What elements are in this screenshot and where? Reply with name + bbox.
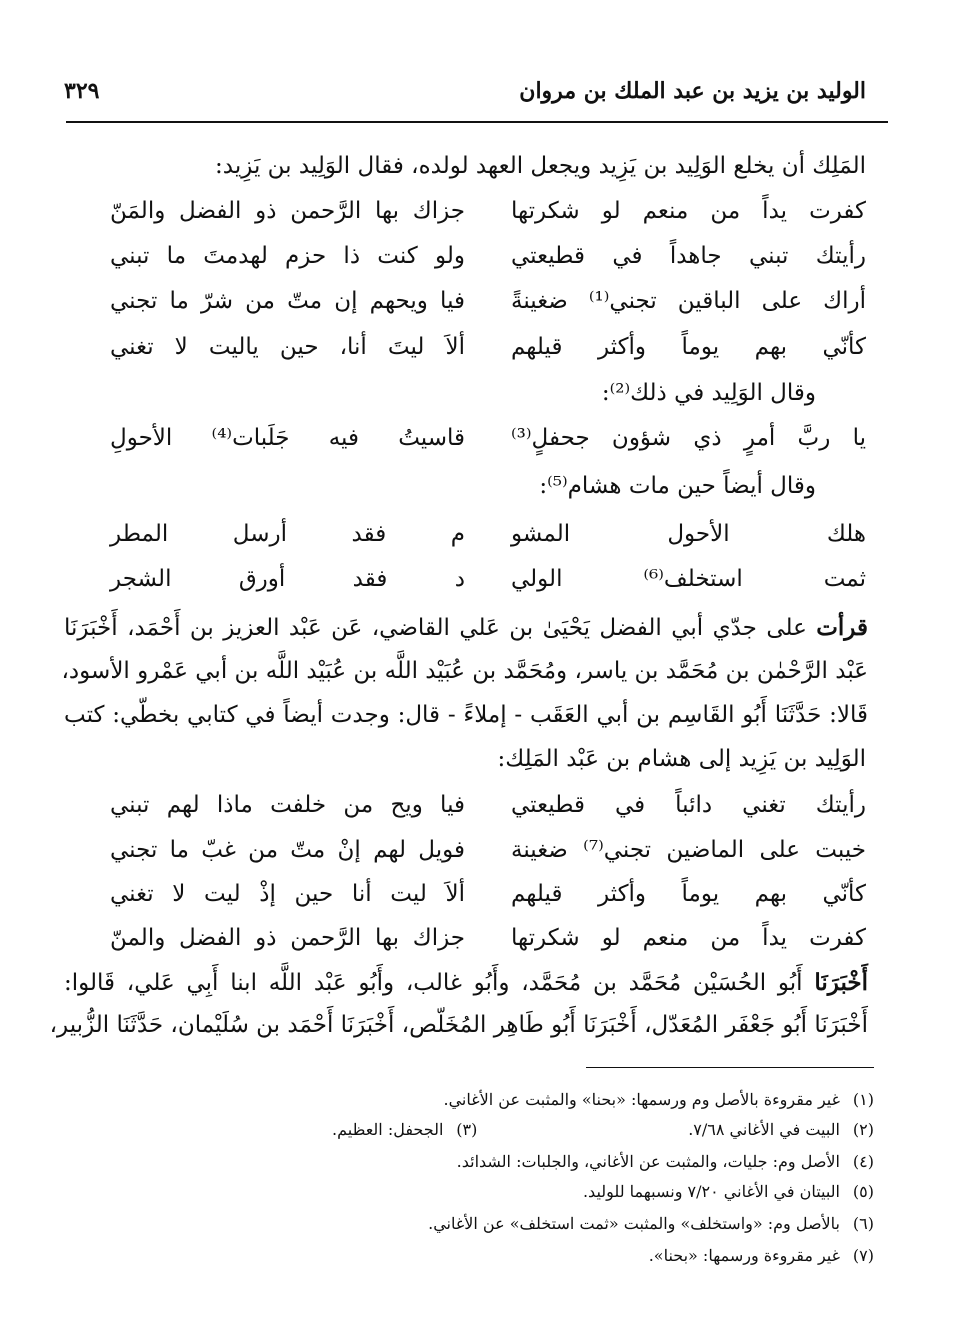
footnote <box>583 1182 874 1201</box>
prose-text: على جدّي أبي الفضل يَحْيَىٰ بن عَلي القاضي، عَن عَبْد العزيز بن أَحْمَد، أَخْبَرَنَا <box>64 615 807 641</box>
verse-first-hemistich: خيبت على الماضين تجني⁽⁷⁾ ضغينة <box>511 837 866 863</box>
footnote-text: البيت في الأغاني ٧/٦٨. <box>688 1120 840 1139</box>
footnote <box>688 1120 874 1139</box>
prose-line: عَبْد الرَّحْمٰن بن مُحَمَّد بن ياسر، ومُحَمَّد بن عُبَيْد اللَّه بن عُبَيْد اللَّه بن أبي عَمْرو الأسود، <box>61 658 868 684</box>
header-rule <box>66 121 888 123</box>
page-number: ٣٢٩ <box>64 78 100 104</box>
verse-first-hemistich: يا ربَّ أمرٍ ذي شؤون جحفلٍ⁽³⁾ <box>511 425 866 451</box>
footnote-rule <box>586 1067 874 1068</box>
footnote-number: (٥) <box>852 1182 874 1201</box>
footnote-text: بالأصل وم: «واستخلف» والمثبت «ثمت استخلف» عن الأغاني. <box>428 1214 840 1233</box>
footnote-text: البيتان في الأغاني ٧/٢٠ ونسبهما للوليد. <box>582 1182 840 1201</box>
verse-second-hemistich: فيا ويحهم إن متّ من شرّ ما تجني <box>110 288 465 314</box>
footnote-number: (٧) <box>852 1246 874 1265</box>
poem-verse <box>110 334 866 374</box>
prose-line <box>64 969 868 996</box>
poem-verse <box>110 198 866 238</box>
narration-line: وقال أيضاً حين مات هشام⁽⁵⁾: <box>539 473 816 499</box>
footnote <box>457 1152 874 1171</box>
footnote-text: غير مقروءة ورسمها: «بحنا». <box>648 1246 840 1265</box>
poem-verse <box>110 837 866 877</box>
prose-line: الوَلِيد بن يَزِيد إلى هشام بن عَبْد المَلِك: <box>497 746 866 772</box>
footnote-number: (١) <box>852 1090 874 1109</box>
verse-second-hemistich: جزاك بها الرَّحمن ذو الفضل والمنّ <box>110 925 465 951</box>
poem-verse <box>110 243 866 283</box>
footnote-text: الجحفل: العظيم. <box>332 1120 444 1139</box>
intro-line: المَلِك أن يخلع الوَلِيد بن يَزِيد ويجعل العهد لولده، فقال الوَلِيد بن يَزِيد: <box>215 153 866 179</box>
verse-first-hemistich: هلك الأحول المشو <box>511 521 866 547</box>
verse-second-hemistich: فويل لهم إنْ متّ من غبّ ما تجني <box>110 837 465 863</box>
verse-first-hemistich: رأيتك تغني دائباً في قطيعتي <box>511 792 866 818</box>
verse-second-hemistich: ألاَ ليتَ أنا، حين ياليت لا تغني <box>110 334 465 360</box>
verse-second-hemistich: جزاك بها الرَّحمن ذو الفضل والمَنّ <box>110 198 465 224</box>
verse-second-hemistich: د فقد أورق الشجر <box>110 566 465 592</box>
poem-verse <box>110 925 866 965</box>
footnote <box>332 1120 477 1139</box>
verse-first-hemistich: كأنّي بهم يوماً وأكثر قيلهم <box>511 334 866 360</box>
verse-second-hemistich: ألاَ ليت أنا حين إذْ ليت لا تغني <box>110 881 465 907</box>
running-title: الوليد بن يزيد بن عبد الملك بن مروان <box>519 78 866 104</box>
verse-second-hemistich: قاسيتُ فيه جَلَبات⁽⁴⁾ الأحولِ <box>110 425 465 451</box>
prose-line <box>64 614 868 641</box>
prose-line: أَخْبَرَنَا أَبُو جَعْفَر المُعَدّل، أَخْبَرَنَا أَبُو طَاهِر المُخَلّص، أَخْبَرَنَا أَحْمَد بن سُلَيْمان، حَدَّثَنَا الزُّبير، <box>49 1012 868 1038</box>
verse-second-hemistich: ولو كنت ذا حزم لهدمتَ ما تبني <box>110 243 465 269</box>
poem-verse <box>110 521 866 561</box>
poem-verse <box>110 288 866 328</box>
verse-second-hemistich: م فقد أرسل المطر <box>110 521 465 547</box>
footnote <box>649 1246 874 1265</box>
footnote-number: (٦) <box>852 1214 874 1233</box>
narration-line: وقال الوَلِيد في ذلك⁽²⁾: <box>601 380 816 406</box>
verse-first-hemistich: رأيتك تبني جاهداً في قطيعتي <box>511 243 866 269</box>
footnote-text: غير مقروءة بالأصل وم ورسمها: «بحنا» والمثبت عن الأغاني. <box>443 1090 840 1109</box>
footnote <box>428 1214 874 1233</box>
poem-verse <box>110 881 866 921</box>
footnote-number: (٤) <box>852 1152 874 1171</box>
footnote <box>443 1090 874 1109</box>
poem-verse <box>110 792 866 832</box>
chain-lead-word: أَخْبَرَنَا <box>814 969 868 996</box>
verse-first-hemistich: كأنّي بهم يوماً وأكثر قيلهم <box>511 881 866 907</box>
verse-first-hemistich: كفرت يداً من منعم لو شكرتها <box>511 925 866 951</box>
chain-lead-word: قرأت <box>816 614 868 641</box>
verse-first-hemistich: أراك على الباقين تجني⁽¹⁾ ضغينةً <box>511 288 866 314</box>
verse-first-hemistich: ثمت استخلف⁽⁶⁾ الولي <box>511 566 866 592</box>
verse-second-hemistich: فيا ويح من خلفت ماذا لهم تبني <box>110 792 465 818</box>
footnote-number: (٣) <box>456 1120 478 1139</box>
footnote-number: (٢) <box>852 1120 874 1139</box>
verse-first-hemistich: كفرت يداً من منعم لو شكرتها <box>511 198 866 224</box>
poem-verse <box>110 425 866 465</box>
footnote-text: الأصل وم: جليات، والمثبت عن الأغاني، والجلبات: الشدائد. <box>456 1152 840 1171</box>
prose-line: قَالا: حَدَّثَنَا أَبُو القَاسِم بن أبي العَقَب - إملاءً - قال: وجدت أيضاً في كتابي بخطّي: كتب <box>64 702 868 728</box>
poem-verse <box>110 566 866 606</box>
prose-text: أَبُو الحُسَيْن مُحَمَّد بن مُحَمَّد، وأَبُو غالب، وأَبُو عَبْد اللَّه ابنا أَبِي عَلي، قَالوا: <box>64 970 803 996</box>
